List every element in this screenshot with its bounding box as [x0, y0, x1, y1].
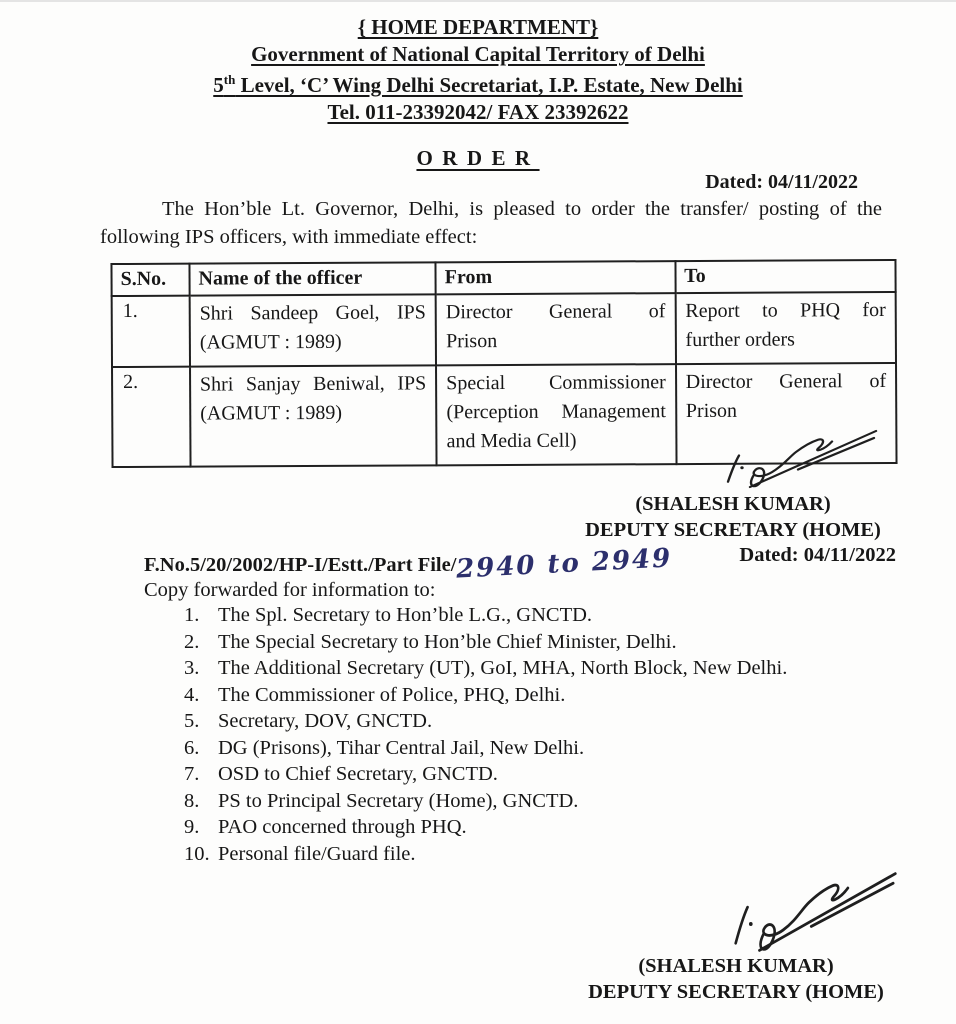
distribution-list: [184, 605, 787, 870]
letterhead: [0, 14, 956, 125]
list-item-text: PS to Principal Secretary (Home), GNCTD.: [218, 789, 579, 812]
list-item-number: 2.: [184, 630, 200, 653]
row-officer-name: [190, 294, 437, 366]
officer-batch-line: (AGMUT : 1989): [200, 401, 343, 425]
scan-edge: [0, 0, 956, 2]
list-item-text: The Special Secretary to Hon’ble Chief Minister, Delhi.: [218, 630, 677, 653]
list-item-number: 3.: [184, 657, 200, 679]
list-item: [184, 632, 787, 654]
list-item: [184, 844, 787, 866]
to-post-line: Report to PHQ for: [685, 299, 886, 323]
officer-name-line: Shri Sanjay Beniwal, IPS: [199, 372, 427, 396]
list-item-text: DG (Prisons), Tihar Central Jail, New Delhi.: [218, 736, 585, 759]
signatory-title: DEPUTY SECRETARY (HOME): [588, 980, 884, 1003]
to-post-line: further orders: [685, 328, 795, 352]
row-officer-name: [190, 365, 437, 466]
from-post-line: Special Commissioner: [446, 371, 666, 395]
table-row: [112, 292, 896, 367]
list-item: [184, 605, 787, 627]
list-item-text: Personal file/Guard file.: [218, 842, 416, 865]
table-header-row: [111, 260, 895, 296]
address-level-suffix: th: [223, 72, 236, 87]
signatory-name: (SHALESH KUMAR): [638, 955, 834, 977]
row-from-post: [436, 364, 676, 465]
table-header-from: From: [436, 261, 676, 294]
address-rest: Level, ‘C’ Wing Delhi Secretariat, I.P. Estate, New Delhi: [235, 73, 743, 97]
table-header-name: Name of the officer: [189, 262, 435, 295]
list-item: [184, 685, 787, 707]
row-to-post: [675, 292, 896, 364]
order-title: ORDER: [416, 146, 540, 170]
signatory-date: Dated: 04/11/2022: [739, 544, 896, 566]
handwritten-file-number: 2940 to 2949: [455, 543, 674, 585]
list-item: [184, 711, 787, 733]
list-item-text: PAO concerned through PHQ.: [218, 816, 467, 838]
signatory-title: DEPUTY SECRETARY (HOME): [585, 518, 881, 541]
signatory-block-bottom: [564, 954, 908, 1005]
list-item-number: 9.: [184, 816, 200, 838]
list-item: [184, 817, 787, 839]
list-item-number: 6.: [184, 736, 200, 759]
row-from-post: [436, 293, 676, 365]
list-item-text: Secretary, DOV, GNCTD.: [218, 710, 433, 732]
to-post-line: Director General of: [685, 369, 887, 394]
intro-paragraph: The Hon’ble Lt. Governor, Delhi, is pleased to order the transfer/ posting of the following IPS officers, with immediate effect:: [100, 198, 882, 248]
list-item-text: The Spl. Secretary to Hon’ble L.G., GNCTD.: [218, 604, 593, 626]
address-line: [0, 67, 956, 99]
file-number-line: [144, 543, 674, 585]
row-sno: 2.: [112, 367, 190, 467]
list-item: [184, 791, 787, 813]
to-post-line: Prison: [685, 399, 738, 423]
table-header-to: To: [675, 260, 896, 293]
list-item: [184, 764, 787, 786]
list-item: [184, 738, 787, 760]
order-date: Dated: 04/11/2022: [705, 171, 858, 193]
from-post-line: (Perception Management: [446, 400, 666, 424]
government-line: Government of National Capital Territory of Delhi: [251, 41, 705, 66]
file-number-printed: F.No.5/20/2002/HP-I/Estt./Part File/: [144, 554, 457, 576]
department-title: { HOME DEPARTMENT}: [357, 15, 599, 39]
from-post-line: Director General of: [445, 300, 666, 324]
list-item-text: The Additional Secretary (UT), GoI, MHA, North Block, New Delhi.: [218, 657, 788, 679]
copy-forwarded-heading: Copy forwarded for information to:: [144, 579, 436, 601]
table-header-sno: S.No.: [111, 264, 189, 296]
list-item-number: 4.: [184, 683, 200, 706]
list-item-number: 1.: [184, 604, 200, 626]
telephone-line: Tel. 011-23392042/ FAX 23392622: [327, 99, 629, 124]
from-post-line: Prison: [445, 330, 498, 353]
list-item-text: The Commissioner of Police, PHQ, Delhi.: [218, 683, 566, 706]
list-item: [184, 658, 787, 680]
signature-scribble: [694, 424, 884, 494]
list-item-number: 8.: [184, 789, 200, 812]
list-item-number: 7.: [184, 763, 200, 785]
address-level-number: 5: [213, 73, 224, 97]
signature-scribble: [699, 864, 904, 960]
list-item-number: 10.: [184, 842, 210, 865]
signatory-name: (SHALESH KUMAR): [635, 493, 831, 515]
officer-batch-line: (AGMUT : 1989): [199, 330, 342, 354]
officer-name-line: Shri Sandeep Goel, IPS: [199, 301, 426, 325]
row-sno: 1.: [112, 296, 190, 367]
from-post-line: and Media Cell): [446, 429, 577, 453]
list-item-number: 5.: [184, 710, 200, 732]
list-item-text: OSD to Chief Secretary, GNCTD.: [218, 763, 498, 785]
